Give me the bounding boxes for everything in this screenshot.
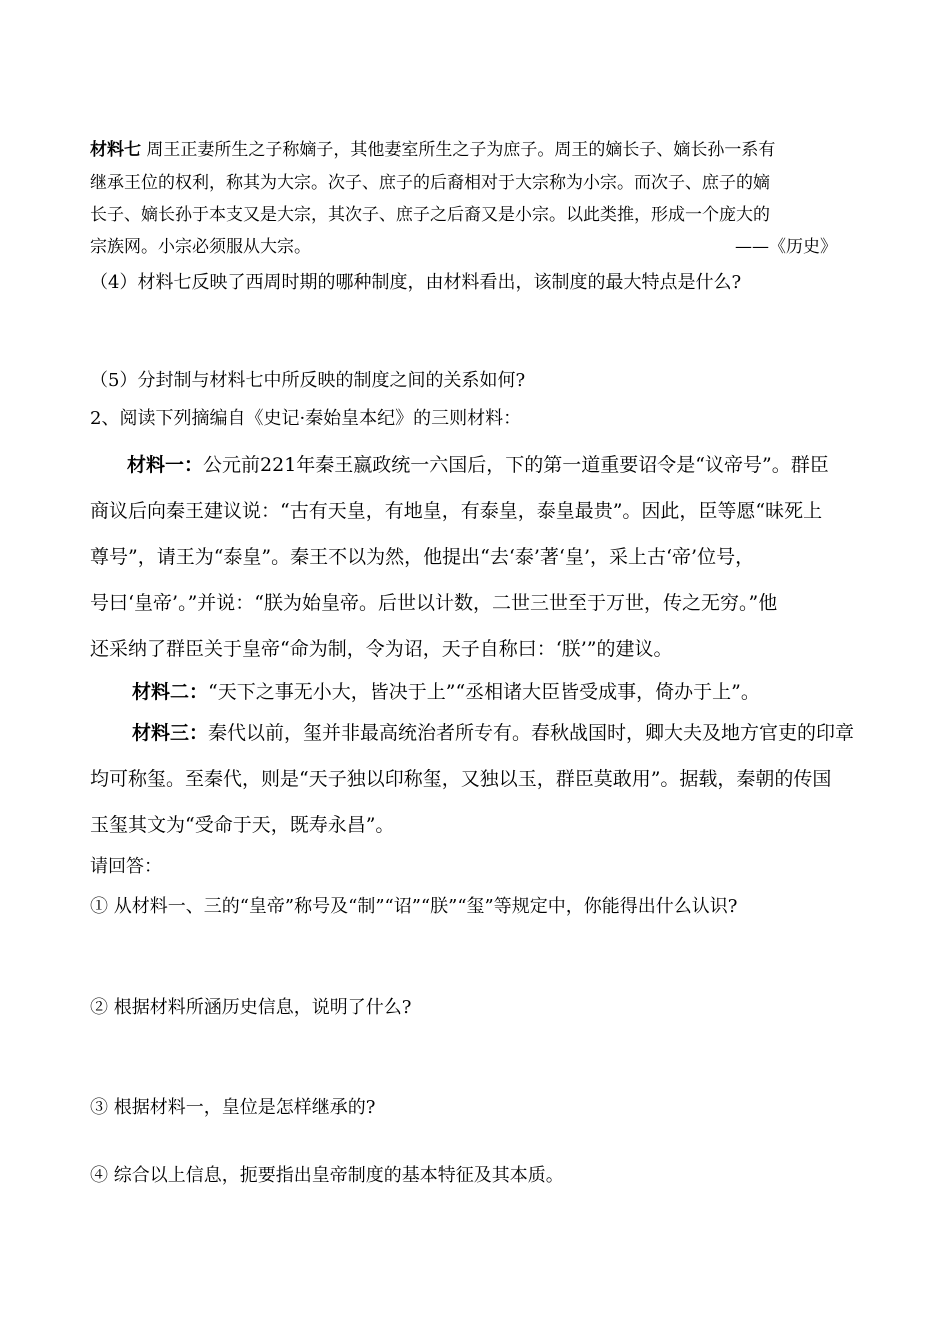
section-2-heading: 2、阅读下列摘编自《史记·秦始皇本纪》的三则材料： [90, 408, 522, 429]
question-4: （4）材料七反映了西周时期的哪种制度，由材料看出，该制度的最大特点是什么? [90, 272, 742, 293]
material3-text-1: 秦代以前，玺并非最高统治者所专有。春秋战国时，卿大夫及地方官吏的印章 [208, 722, 855, 744]
material1-line4: 号曰‘皇帝’。”并说：“朕为始皇帝。后世以计数，二世三世至于万世，传之无穷。”他 [90, 592, 778, 614]
material7-source: ——《历史》 [735, 237, 837, 257]
material3-label: 材料三： [132, 722, 209, 744]
material7-line2: 继承王位的权利，称其为大宗。次子、庶子的后裔相对于大宗称为小宗。而次子、庶子的嫡 [90, 173, 770, 193]
material1-line3: 尊号”，请王为“泰皇”。秦王不以为然，他提出“去‘泰’著‘皇’，采上古‘帝’位号， [90, 546, 755, 568]
material3-line1 [132, 718, 854, 745]
question-circle-1: ① 从材料一、三的“皇帝”称号及“制”“诏”“朕”“玺”等规定中，你能得出什么认识? [90, 896, 738, 917]
material7-label: 材料七 [90, 140, 141, 160]
material2-label: 材料二： [132, 681, 209, 703]
material7-line4: 宗族网。小宗必须服从大宗。 [90, 237, 311, 257]
question-circle-3: ③ 根据材料一，皇位是怎样继承的? [90, 1097, 376, 1118]
answer-prompt: 请回答： [90, 856, 162, 877]
question-circle-2: ② 根据材料所涵历史信息，说明了什么? [90, 997, 412, 1018]
question-5: （5）分封制与材料七中所反映的制度之间的关系如何? [90, 370, 526, 391]
material2-text-1: “天下之事无小大，皆决于上”“丞相诸大臣皆受成事，倚办于上”。 [208, 681, 760, 703]
material7-text-1: 周王正妻所生之子称嫡子，其他妻室所生之子为庶子。周王的嫡长子、嫡长孙一系有 [146, 140, 776, 160]
material1-line5: 还采纳了群臣关于皇帝“命为制，令为诏，天子自称曰：‘朕’”的建议。 [90, 638, 673, 660]
material1-text-1: 公元前221年秦王嬴政统一六国后，下的第一道重要诏令是“议帝号”。群臣 [203, 454, 829, 476]
material2-line1 [132, 677, 760, 704]
material7-line1 [90, 135, 775, 160]
question-circle-4: ④ 综合以上信息，扼要指出皇帝制度的基本特征及其本质。 [90, 1165, 564, 1186]
material3-line3: 玉玺其文为“受命于天，既寿永昌”。 [90, 814, 395, 836]
material7-line3: 长子、嫡长孙于本支又是大宗，其次子、庶子之后裔又是小宗。以此类推，形成一个庞大的 [90, 205, 770, 225]
material1-line1 [127, 450, 829, 477]
material1-label: 材料一： [127, 454, 204, 476]
material3-line2: 均可称玺。至秦代，则是“天子独以印称玺，又独以玉，群臣莫敢用”。据载，秦朝的传国 [90, 768, 832, 790]
material1-line2: 商议后向秦王建议说：“古有天皇，有地皇，有泰皇，泰皇最贵”。因此，臣等愿“昧死上 [90, 500, 823, 522]
